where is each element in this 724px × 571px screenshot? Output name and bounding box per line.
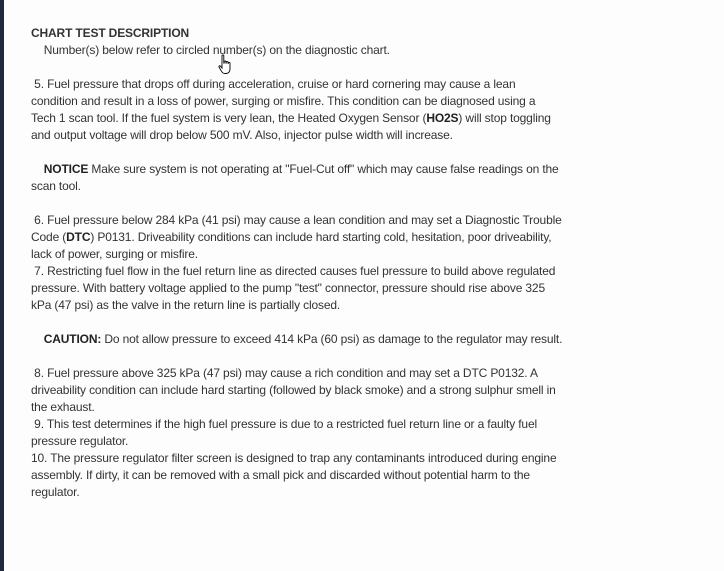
- paragraph-spacer: [31, 348, 631, 365]
- text-segment: Code (: [31, 230, 67, 244]
- text-segment: pressure. With battery voltage applied to the pump "test" connector, pressure should rise above 325: [31, 281, 545, 295]
- text-segment: 8. Fuel pressure above 325 kPa (47 psi) may cause a rich condition and may set a DTC P0132. A: [31, 366, 538, 380]
- text-segment: the exhaust.: [31, 400, 95, 414]
- text-segment: ) P0131. Driveability conditions can include hard starting cold, hesitation, poor driveability,: [90, 230, 552, 244]
- text-line: [31, 42, 631, 59]
- bold-term: CAUTION:: [43, 332, 102, 346]
- paragraph-spacer: [31, 195, 631, 212]
- text-line: [31, 280, 631, 297]
- text-segment: Do not allow pressure to exceed 414 kPa (60 psi) as damage to the regulator may result.: [101, 332, 563, 346]
- document-body: [31, 42, 631, 501]
- text-segment: assembly. If dirty, it can be removed with a small pick and discarded without potential harm to the: [31, 468, 530, 482]
- text-line: [31, 382, 631, 399]
- text-line: [31, 365, 631, 382]
- text-line: [31, 297, 631, 314]
- text-line: [31, 416, 631, 433]
- text-segment: 9. This test determines if the high fuel pressure is due to a restricted fuel return line or a faulty fuel: [31, 417, 537, 431]
- document-title: CHART TEST DESCRIPTION: [31, 26, 190, 40]
- paragraph-spacer: [31, 59, 631, 76]
- text-line: [31, 76, 631, 93]
- window-edge: [0, 0, 4, 571]
- text-segment: 6. Fuel pressure below 284 kPa (41 psi) may cause a lean condition and may set a Diagnostic Trouble: [31, 213, 562, 227]
- text-segment: regulator.: [31, 485, 80, 499]
- text-line: [31, 93, 631, 110]
- text-segment: Make sure system is not operating at "Fuel-Cut off" which may cause false readings on the: [88, 162, 559, 176]
- chart-test-description: [31, 25, 631, 501]
- text-line: [31, 467, 631, 484]
- text-line: [31, 229, 631, 246]
- text-segment: 5. Fuel pressure that drops off during acceleration, cruise or hard cornering may cause a lean: [31, 77, 516, 91]
- text-segment: 10. The pressure regulator filter screen is designed to trap any contaminants introduced during engine: [31, 451, 557, 465]
- text-segment: [31, 332, 44, 346]
- text-segment: Number(s) below refer to circled number(s) on the diagnostic chart.: [31, 43, 390, 57]
- text-segment: ) will stop toggling: [458, 111, 551, 125]
- text-segment: 7. Restricting fuel flow in the fuel return line as directed causes fuel pressure to build above regulated: [31, 264, 556, 278]
- paragraph-spacer: [31, 144, 631, 161]
- text-line: [31, 246, 631, 263]
- text-line: [31, 433, 631, 450]
- text-line: [31, 161, 631, 178]
- text-segment: [31, 162, 44, 176]
- text-segment: and output voltage will drop below 500 mV. Also, injector pulse width will increase.: [31, 128, 453, 142]
- text-line: [31, 127, 631, 144]
- text-segment: pressure regulator.: [31, 434, 129, 448]
- text-line: [31, 110, 631, 127]
- bold-term: HO2S: [426, 111, 459, 125]
- text-segment: driveability condition can include hard starting (followed by black smoke) and a strong sulphur smell in: [31, 383, 556, 397]
- bold-term: NOTICE: [43, 162, 89, 176]
- text-line: [31, 331, 631, 348]
- text-segment: kPa (47 psi) as the valve in the return line is partially closed.: [31, 298, 341, 312]
- text-line: [31, 450, 631, 467]
- text-segment: condition and result in a loss of power, surging or misfire. This condition can be diagnosed using a: [31, 94, 536, 108]
- text-line: [31, 399, 631, 416]
- paragraph-spacer: [31, 314, 631, 331]
- text-segment: scan tool.: [31, 179, 81, 193]
- text-segment: Tech 1 scan tool. If the fuel system is very lean, the Heated Oxygen Sensor (: [31, 111, 427, 125]
- text-line: [31, 178, 631, 195]
- text-line: [31, 263, 631, 280]
- text-segment: lack of power, surging or misfire.: [31, 247, 198, 261]
- text-line: [31, 484, 631, 501]
- bold-term: DTC: [66, 230, 91, 244]
- text-line: [31, 212, 631, 229]
- hand-pointer-cursor-icon: [217, 54, 235, 76]
